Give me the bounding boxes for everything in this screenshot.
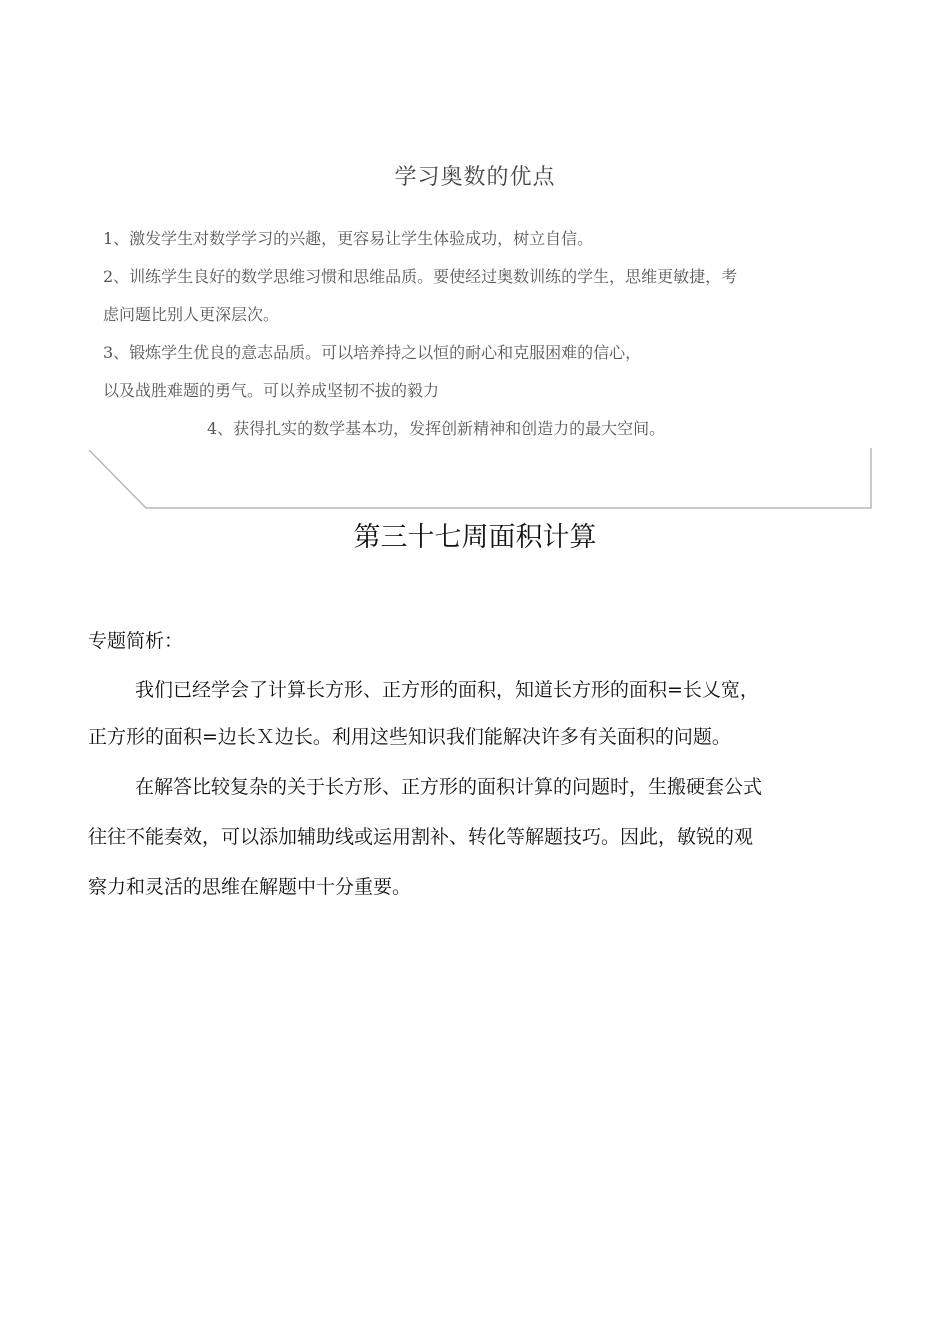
- page-title: 第三十七周面积计算: [353, 522, 597, 553]
- paragraph-2-line-2: 往往不能奏效，可以添加辅助线或运用割补、转化等解题技巧。因此，敏锐的观: [88, 826, 754, 848]
- section-label: 专题简析：: [88, 630, 184, 652]
- promo-line-1: 1、激发学生对数学学习的兴趣，更容易让学生体验成功，树立自信。: [103, 229, 594, 248]
- promo-title: 学习奥数的优点: [394, 165, 556, 190]
- promo-line-4: 3、锻炼学生优良的意志品质。可以培养持之以恒的耐心和克服困难的信心，: [103, 343, 642, 362]
- promo-line-3: 虑问题比别人更深层次。: [103, 305, 280, 324]
- paragraph-1-line-1: 我们已经学会了计算长方形、正方形的面积，知道长方形的面积=长乂宽，: [135, 679, 759, 701]
- decorative-frame: [88, 448, 874, 512]
- promo-line-2: 2、训练学生良好的数学思维习惯和思维品质。要使经过奥数训练的学生，思维更敏捷，考: [103, 267, 738, 286]
- promo-line-6: 4、获得扎实的数学基本功，发挥创新精神和创造力的最大空间。: [207, 419, 666, 438]
- paragraph-2-line-1: 在解答比较复杂的关于长方形、正方形的面积计算的问题时，生搬硬套公式: [135, 776, 763, 798]
- paragraph-1-line-2: 正方形的面积=边长Ｘ边长。利用这些知识我们能解决许多有关面积的问题。: [88, 726, 731, 748]
- promo-line-5: 以及战胜难题的勇气。可以养成坚韧不拔的毅力: [103, 381, 440, 400]
- paragraph-2-line-3: 察力和灵活的思维在解题中十分重要。: [88, 876, 412, 898]
